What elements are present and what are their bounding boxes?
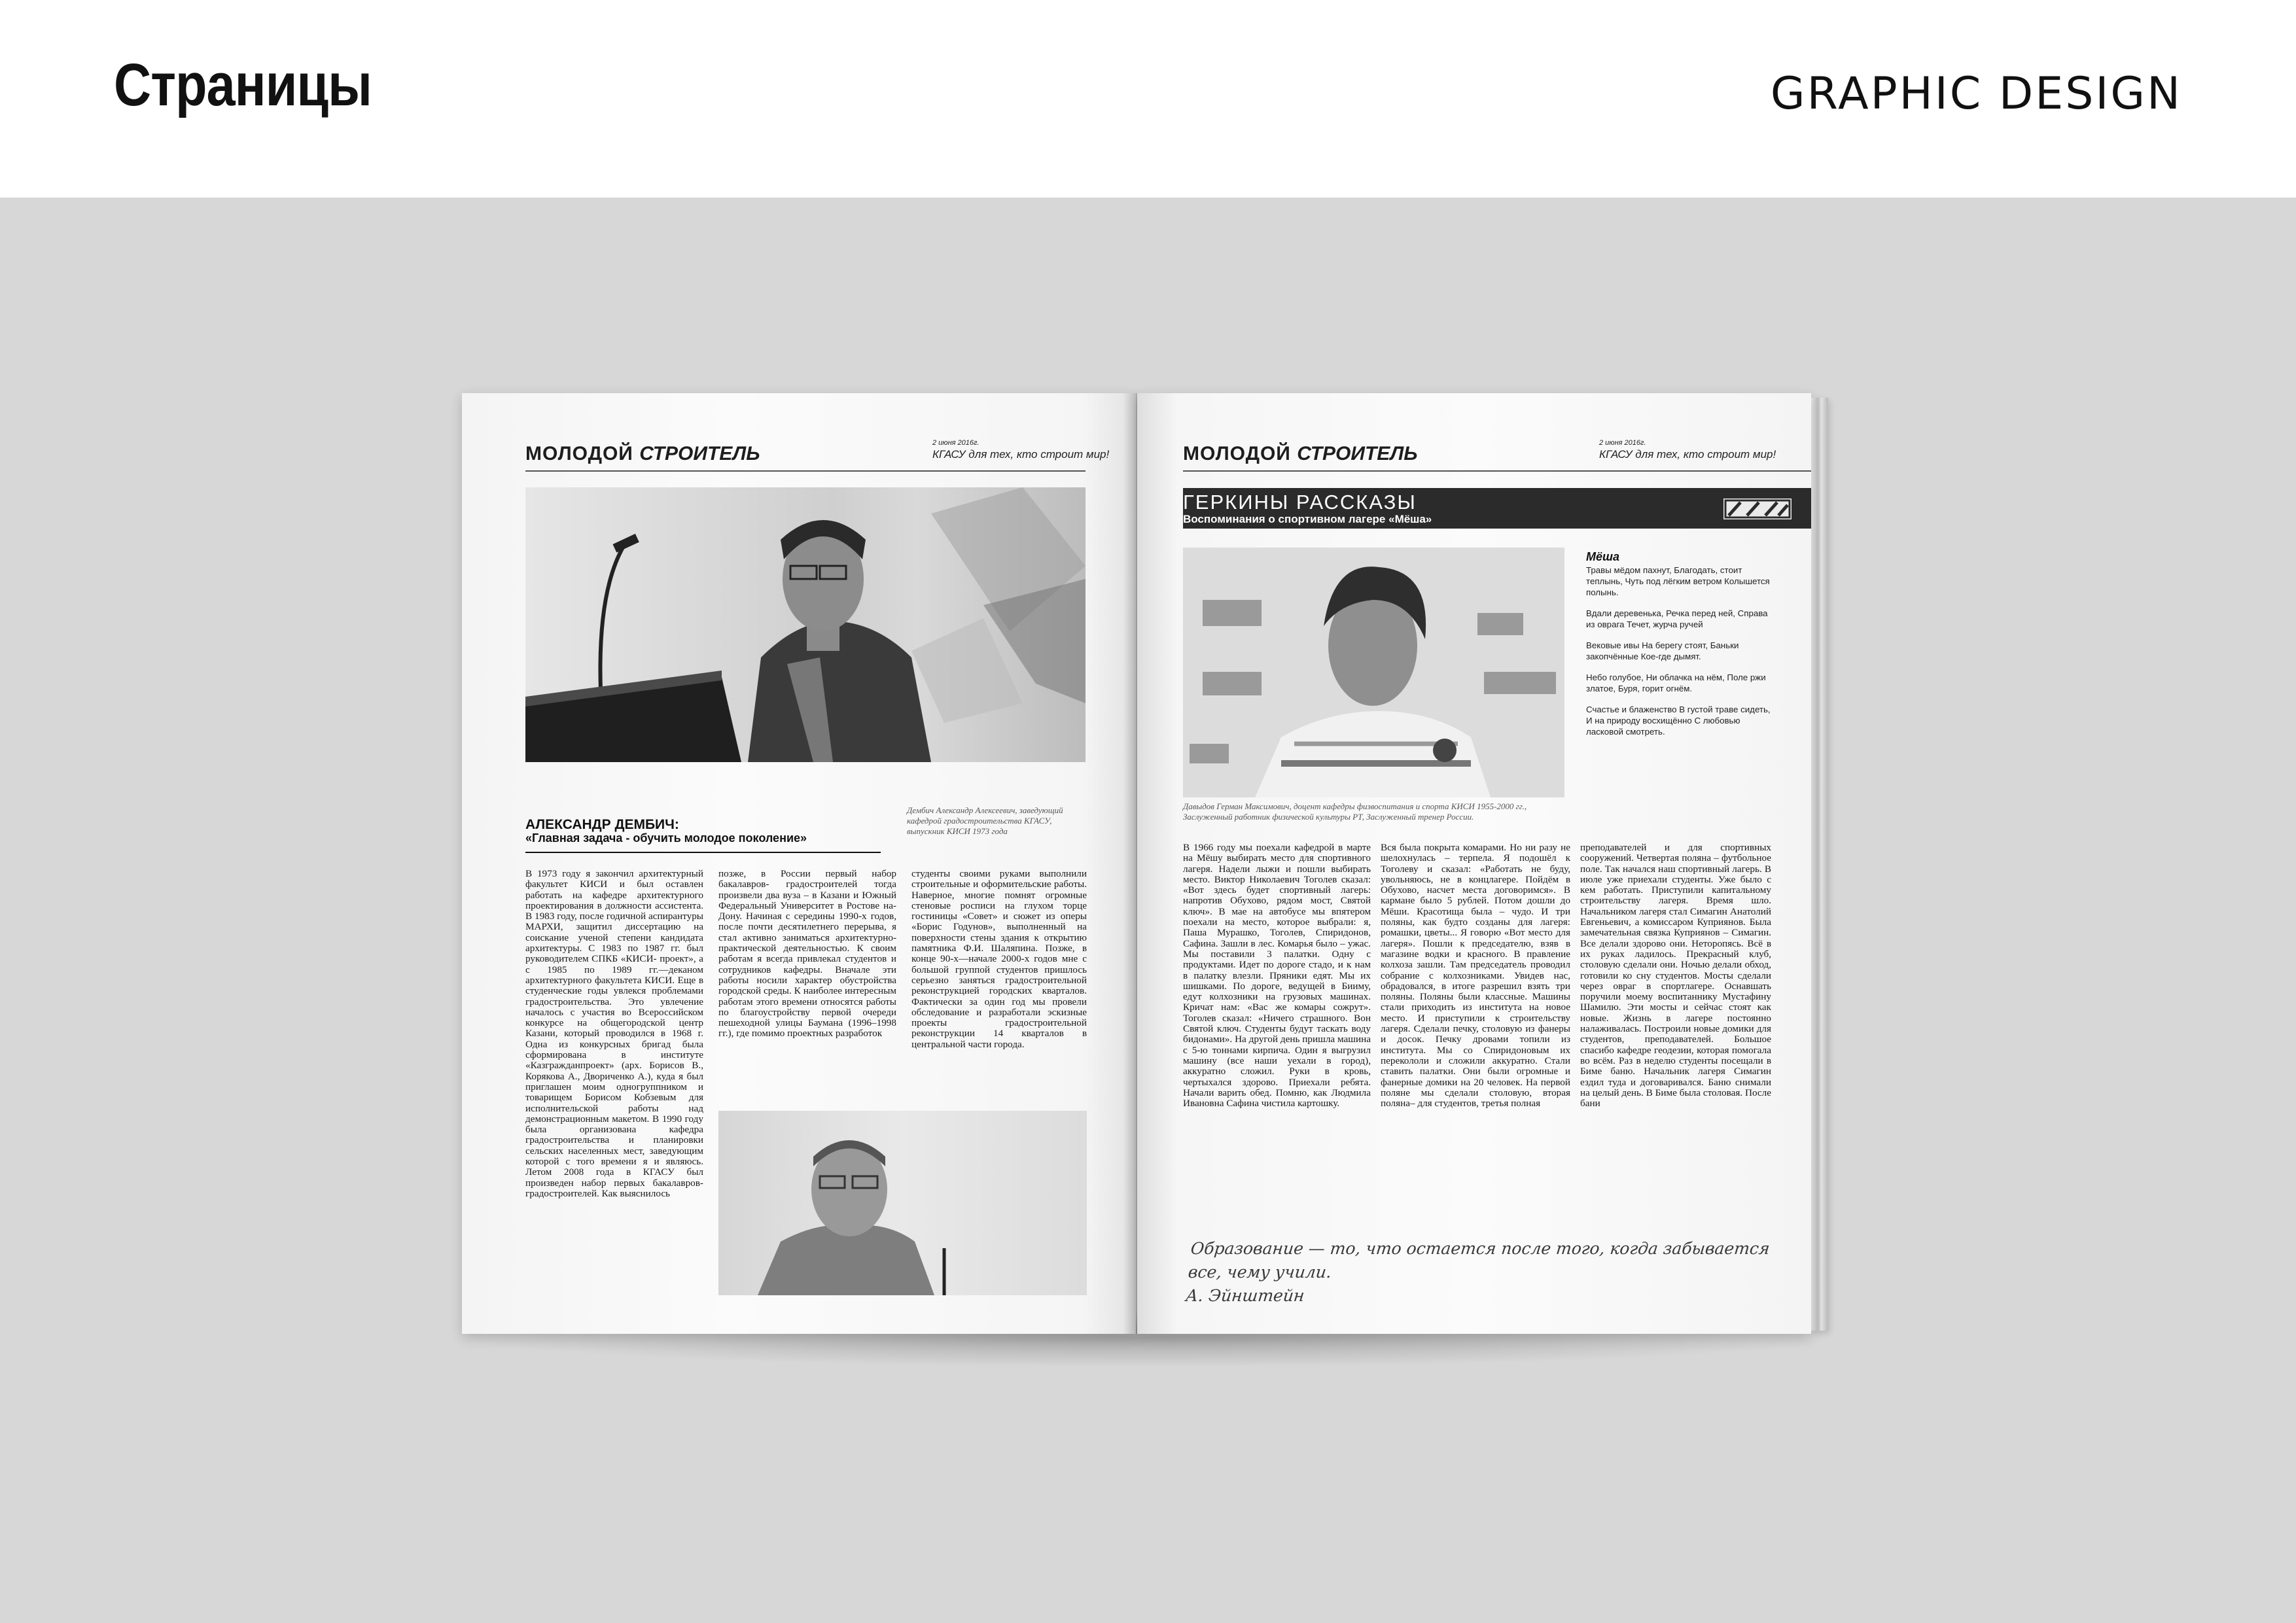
right-article-column-1: В 1966 году мы поехали кафедрой в марте на Мёшу выбирать место для спортивного лагеря. Надели лыжи и пошли выбирать место. Виктор Николаевич Тоголев сказал: «Вот здесь будет спортивный лагерь: напротив Обухово, рядом мост, Святой ключ». В мае на автобусе мы впятером поехали на место, которое выбрали: я, Паша Мурашко, Тоголев, Спиридонов, Сафина. Зашли в лес. Комарья было – ужас. Мы поставили 3 палатки. Одну с продуктами. Идет по дороге стадо, и к нам в палатку влезли. Пряники едят. Мы их шишками. По дороге, ведущей в Бииму, едут колхозники на грузовых машинах. Кричат нам: «Вас же комары сожрут». Тоголев сказал: «Ничего страшного. Вон Святой ключ. Студенты будут таскать воду бидонами». На другой день пришла машина с 5-ю тоннами кирпича. Один я выгрузил машину (все наши уехали в город), аккуратно сложил. Руки в кровь, чертыхался здорово. Приехали ребята. Начали варить обед. Помню, как Людмила Ивановна Сафина чистила картошку. bbox=[1183, 843, 1371, 1109]
right-article-column-2: Вся была покрыта комарами. Но ни разу не шелохнулась – терпела. Я подошёл к Тоголеву и сказал: «Работать не буду, увольняюсь, не в концлагере. Пойдём в Обухово, насчет места договоримся». В кармане было 5 рублей. Потом дошли до Мёши. Красотища была – чудо. И три поляны, как будто созданы для лагеря: ромашки, цветы... Я говорю «Вот место для лагеря». Пошли к председателю, взяв в магазине водки и красного. В правление колхоза зашли. Там председатель проводил собрание с колхозниками. Увидев нас, обрадовался, в итоге разрешил взять три поляны. Поляны были классные. Машины стали приходить из института на новое место. И приступили к строительству лагеря. Сделали печку, столовую из фанеры и досок. Печку дровами топили из института. Мы со Спиридоновым их перекололи и сложили аккуратно. Стали ставить палатки. Они были огромные и фанерные домики на 20 человек. На первой поляне мы сделали столовую, вторая поляна– для студентов, третья полная bbox=[1381, 843, 1570, 1109]
einstein-quote bbox=[1184, 1237, 1780, 1308]
issue-tagline: КГАСУ для тех, кто строит мир! bbox=[932, 448, 1110, 461]
masthead-right bbox=[1183, 443, 1418, 465]
second-portrait-photo bbox=[718, 1111, 1087, 1295]
slash-pattern-icon bbox=[1723, 498, 1792, 519]
section-banner bbox=[1183, 488, 1811, 529]
athlete-photo-caption: Давыдов Герман Максимович, доцент кафедры физвоспитания и спорта КИСИ 1955-2000 гг., Заслуженный работник физической культуры РТ, Заслуженный тренер России. bbox=[1183, 801, 1527, 822]
quote-author: А. Эйнштейн bbox=[1184, 1286, 1306, 1305]
poem-stanza: Вековые ивы На берегу стоят, Баньки закопчённые Кое-где дымят. bbox=[1586, 640, 1739, 661]
right-article-column-3: преподавателей и для спортивных сооружений. Четвертая поляна – футбольное поле. Так начался наш спортивный лагерь. В июле уже приехали студенты. Уже было с кем работать. Приступили капитальному строительству лагеря. Время шло. Начальником лагеря стал Симагин Анатолий Евгеньевич, а комиссаром Куприянов. Была замечательная связка Куприянов – Симагин. Все делали здорово они. Неторопясь. Всё в их руках ладилось. Прекрасный клуб, столовую сделали они. Ночью делали обход, готовили ко сну студентов. Мосты сделали через овраг в спортлагере. Оснавшать поручили моему воспитаннику Мустафину Шамилю. Эти мосты и сейчас стоят как новые. Жизнь в лагере постоянно налаживалась. Построили новые домики для студентов, преподавателей. Большое спасибо кафедре геодезии, которая помогала во всём. Раз в неделю студенты посещали в Биме баню. Начальник лагеря Симагин ездил туда и договаривался. Баню снимали на целый день. В Биме была столовая. После бани bbox=[1580, 843, 1771, 1109]
issue-tagline: КГАСУ для тех, кто строит мир! bbox=[1599, 448, 1776, 461]
speaker-photo bbox=[525, 487, 1086, 762]
speaker-photo-illustration bbox=[525, 487, 1086, 762]
poem-stanza: Травы мёдом пахнут, Благодать, стоит теплынь, Чуть под лёгким ветром Колышется полынь. bbox=[1586, 565, 1770, 597]
poem-stanza: Небо голубое, Ни облачка на нём, Поле ржи златое, Буря, горит огнём. bbox=[1586, 672, 1766, 693]
masthead-rule bbox=[525, 470, 1086, 472]
section-banner-subtitle: Воспоминания о спортивном лагере «Мёша» bbox=[1183, 513, 1432, 525]
athlete-photo bbox=[1183, 548, 1564, 797]
masthead-rule bbox=[1183, 470, 1811, 472]
masthead-left bbox=[525, 443, 760, 465]
issue-date: 2 июня 2016г. bbox=[932, 439, 980, 447]
left-article-column-2: позже, в России первый набор бакалавров- градостроителей тогда произвели два вуза – в Казани и Южный Федеральный Университет в Ростове на-Дону. Начиная с середины 1990-х годов, после почти десятилетнего перерыва, я стал активно заниматься архитектурно- практической деятельностью. К своим работам я всегда привлекал студентов и сотрудников кафедры. Вначале эти работы носили характер обустройства городской среды. К наиболее интересным работам этого времени относятся работы по благоустройству первой очереди пешеходной улицы Баумана (1996–1998 гг.), где помимо проектных разработок bbox=[718, 869, 896, 1039]
poem-stanza: Счастье и блаженство В густой траве сидеть, И на природу восхищённо С любовью ласковой смотреть. bbox=[1586, 705, 1771, 737]
decorative-pattern-icon bbox=[1723, 498, 1792, 519]
speaker-photo-caption: Дембич Александр Алексеевич, заведующий кафедрой градостроительства КГАСУ, выпускник КИСИ 1973 года bbox=[907, 805, 1063, 836]
top-header-bar bbox=[0, 0, 2296, 198]
left-article-column-1: В 1973 году я закончил архитектурный факультет КИСИ и был оставлен работать на кафедре архитектурного проектирования в должности ассистента. В 1983 году, после годичной аспирантуры МАРХИ, защитил диссертацию на соискание ученой степени кандидата архитектуры. С 1983 по 1987 гг. был руководителем СПКБ «КИСИ- проект», а с 1985 по 1989 гг.—деканом архитектурного факультета КИСИ. Еще в студенческие годы увлекся проблемами градостроительства. Это увлечение началось с участия во Всероссийском конкурсе на общегородской центр Казани, который проводился в 1968 г. Одна из конкурсных бригад была сформирована в институте «Казгражданпроект» (арх. Борисов В., Корякова А., Двориченко А.), куда я был приглашен моим одногруппником и товарищем Борисом Кобзевым для исполнительской работы над демонстрационным макетом. В 1990 году была организована кафедра градостроительства и планировки сельских населенных мест, заведующим которой с того времени я и являюсь. Летом 2008 года в КГАСУ был произведен набор первых бакалавров-градостроителей. Как выяснилось bbox=[525, 869, 703, 1199]
poem-stanza: Вдали деревенька, Речка перед ней, Справа из оврага Течет, журча ручей bbox=[1586, 608, 1768, 629]
athlete-photo-illustration bbox=[1183, 548, 1564, 797]
masthead-word-stroitel: СТРОИТЕЛЬ bbox=[1297, 443, 1418, 464]
right-page bbox=[1137, 393, 1811, 1334]
article-headline-quote: «Главная задача - обучить молодое поколение» bbox=[525, 831, 807, 845]
graphic-design-label: GRAPHIC DESIGN bbox=[1770, 68, 2182, 120]
left-page bbox=[462, 393, 1136, 1334]
masthead-word-stroitel: СТРОИТЕЛЬ bbox=[639, 443, 760, 464]
issue-date: 2 июня 2016г. bbox=[1599, 439, 1646, 447]
second-portrait-illustration bbox=[718, 1111, 1087, 1295]
page-title: Страницы bbox=[114, 52, 372, 118]
poem-block bbox=[1586, 565, 1776, 747]
masthead-word-molodoy: МОЛОДОЙ bbox=[525, 443, 633, 464]
article-headline-name: АЛЕКСАНДР ДЕМБИЧ: bbox=[525, 817, 679, 832]
page-stack-edge bbox=[1811, 398, 1828, 1331]
masthead-word-molodoy: МОЛОДОЙ bbox=[1183, 443, 1291, 464]
quote-text: Образование — то, что остается после того, когда забывается все, чему учили. bbox=[1187, 1239, 1771, 1282]
issue-info-left bbox=[932, 439, 1109, 461]
headline-rule bbox=[525, 852, 881, 853]
issue-info-right bbox=[1599, 439, 1776, 461]
poem-title: Мёша bbox=[1586, 550, 1620, 563]
section-banner-title: ГЕРКИНЫ РАССКАЗЫ bbox=[1183, 491, 1417, 514]
left-article-column-3: студенты своими руками выполнили строительные и оформительские работы. Наверное, многие помнят огромные стеновые росписи на глухом торце гостиницы «Совет» и сюжет из оперы «Борис Годунов», выполненный на поверхности стены здания к открытию памятника Ф.И. Шаляпина. Позже, в конце 90-х—начале 2000-х годов мне с большой группой студентов пришлось серьезно заняться градостроительной реконструкцией городских кварталов. Фактически за один год мы провели обследование и разработали эскизные проекты градостроительной реконструкции 14 кварталов в центральной части города. bbox=[911, 869, 1087, 1050]
